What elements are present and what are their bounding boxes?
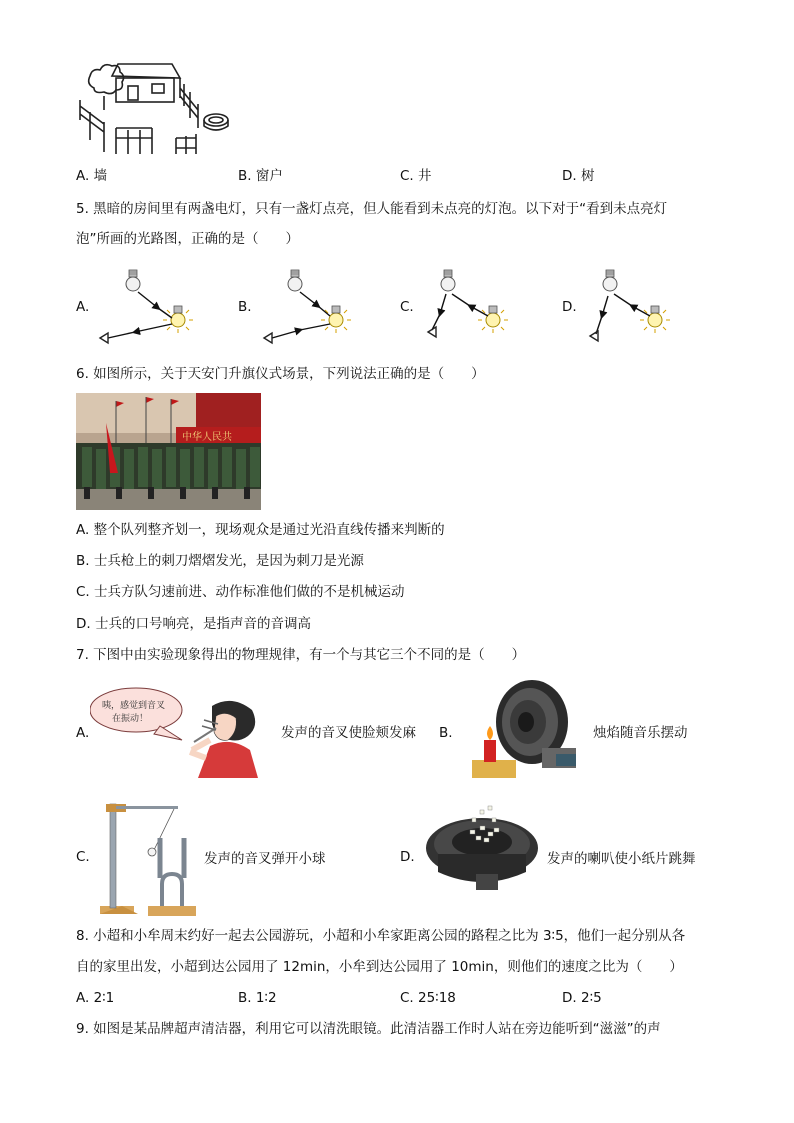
q5-option-c-label[interactable]: C. [400,299,414,315]
q5-stem-line1: 5. 黑暗的房间里有两盏电灯，只有一盏灯点亮，但人能看到未点亮的灯泡。以下对于“看到未点亮灯 [76,201,668,217]
girl-tuning-fork-figure [90,686,262,778]
q5-stem-line2: 泡”所画的光路图，正确的是（ ） [76,231,299,247]
q5-light-path-diagrams [0,262,794,352]
q7-option-a-label[interactable]: A. [76,725,90,741]
q5-option-b-label[interactable]: B. [238,299,252,315]
q7-a-caption: 发声的音叉使脸颊发麻 [281,725,416,741]
q7-option-b-label[interactable]: B. [439,725,453,741]
q4-option-b[interactable]: B. 窗户 [238,168,283,184]
q8-option-a[interactable]: A. 2∶1 [76,990,115,1006]
q6-option-b[interactable]: B. 士兵枪上的刺刀熠熠发光，是因为刺刀是光源 [76,553,364,569]
speaker-candle-figure [466,678,584,782]
q8-option-b[interactable]: B. 1∶2 [238,990,277,1006]
q6-option-a[interactable]: A. 整个队列整齐划一，现场观众是通过光沿直线传播来判断的 [76,522,445,538]
q8-option-d[interactable]: D. 2∶5 [562,990,602,1006]
q7-option-c-label[interactable]: C. [76,849,90,865]
q7-b-caption: 烛焰随音乐摆动 [593,725,688,741]
tuning-fork-ball-figure [96,798,200,918]
q5-option-d-label[interactable]: D. [562,299,577,315]
q7-option-d-label[interactable]: D. [400,849,415,865]
q7-c-caption: 发声的音叉弹开小球 [204,851,326,867]
q9-stem-line1: 9. 如图是某品牌超声清洁器，利用它可以清洗眼镜。此清洁器工作时人站在旁边能听到“滋滋”的声 [76,1021,661,1037]
speech-bubble-line1: 咦，感觉到音叉 [102,701,166,711]
q8-stem-line1: 8. 小超和小牟周末约好一起去公园游玩，小超和小牟家距离公园的路程之比为 3∶5，他们一起分别从各 [76,928,686,944]
q5-option-a-label[interactable]: A. [76,299,90,315]
q6-stem: 6. 如图所示，关于天安门升旗仪式场景，下列说法正确的是（ ） [76,366,485,382]
q4-option-d[interactable]: D. 树 [562,168,595,184]
q6-option-c[interactable]: C. 士兵方队匀速前进、动作标准他们做的不是机械运动 [76,584,405,600]
q8-option-c[interactable]: C. 25∶18 [400,990,456,1006]
q8-stem-line2: 自的家里出发，小超到达公园用了 12min，小牟到达公园用了 10min，则他们的速度之比为（ ） [76,959,683,975]
q4-option-a[interactable]: A. 墙 [76,168,108,184]
q7-stem: 7. 下图中由实验现象得出的物理规律，有一个与其它三个不同的是（ ） [76,647,526,663]
speaker-paper-figure [424,804,540,900]
gate-banner-text: 中华人民共 [182,432,232,443]
house-fence-figure [76,58,236,158]
speech-bubble-line2: 在振动！ [112,714,149,724]
q6-option-d[interactable]: D. 士兵的口号响亮，是指声音的音调高 [76,616,311,632]
q7-d-caption: 发声的喇叭使小纸片跳舞 [547,851,696,867]
q4-option-c[interactable]: C. 井 [400,168,432,184]
flag-raising-photo [76,393,261,510]
